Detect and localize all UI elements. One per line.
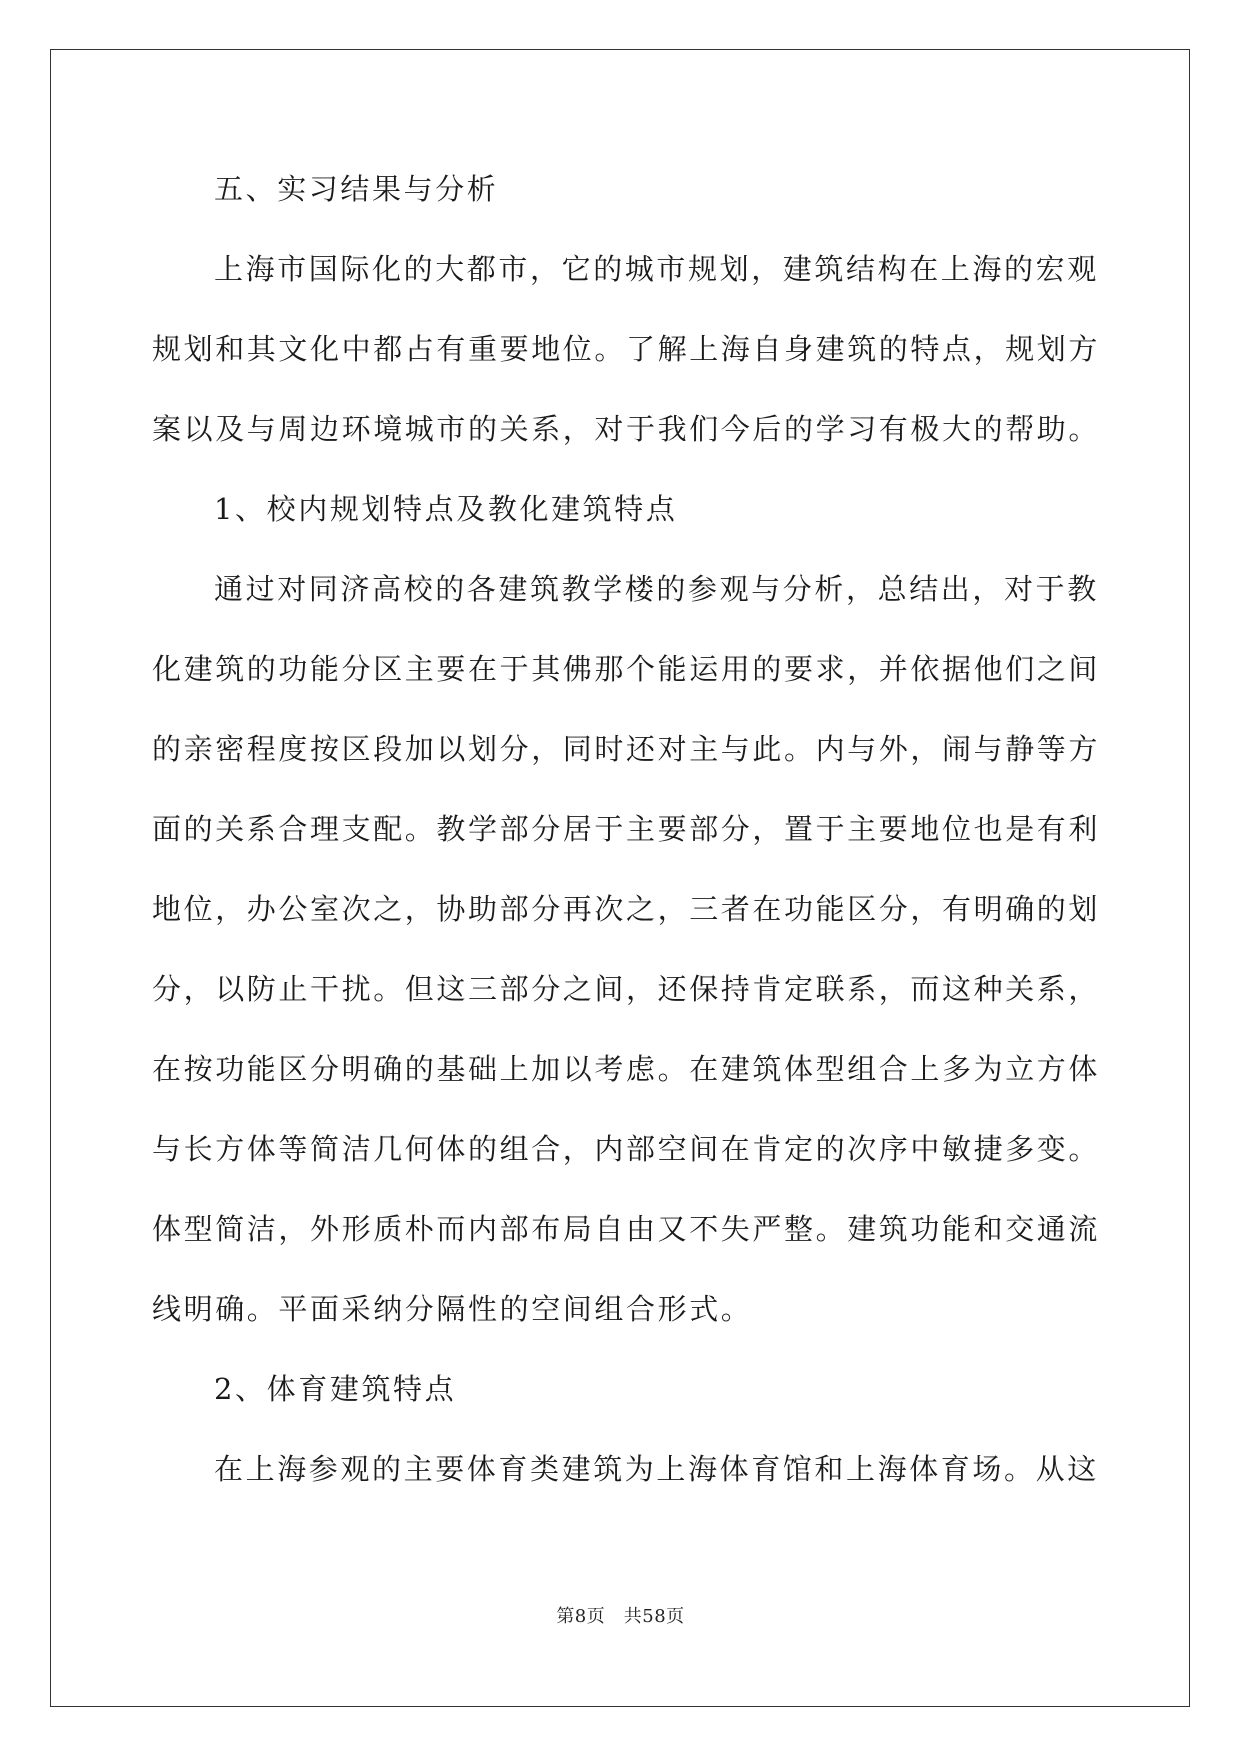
paragraph-line: 规划和其文化中都占有重要地位。了解上海自身建筑的特点，规划方 bbox=[152, 332, 1101, 366]
section-heading: 五、实习结果与分析 bbox=[214, 172, 499, 206]
paragraph-line: 在按功能区分明确的基础上加以考虑。在建筑体型组合上多为立方体 bbox=[152, 1052, 1101, 1086]
paragraph-line: 通过对同济高校的各建筑教学楼的参观与分析，总结出，对于教 bbox=[214, 572, 1099, 606]
paragraph-line: 体型简洁，外形质朴而内部布局自由又不失严整。建筑功能和交通流 bbox=[152, 1212, 1101, 1246]
subsection-heading: 1、校内规划特点及教化建筑特点 bbox=[214, 492, 678, 526]
paragraph-line: 分，以防止干扰。但这三部分之间，还保持肯定联系，而这种关系， bbox=[152, 972, 1101, 1006]
paragraph-line: 面的关系合理支配。教学部分居于主要部分，置于主要地位也是有利 bbox=[152, 812, 1101, 846]
paragraph-line: 的亲密程度按区段加以划分，同时还对主与此。内与外，闹与静等方 bbox=[152, 732, 1101, 766]
page-footer bbox=[0, 1602, 1241, 1628]
document-body bbox=[152, 160, 1101, 1520]
subsection-heading: 2、体育建筑特点 bbox=[214, 1372, 457, 1406]
paragraph-line: 线明确。平面采纳分隔性的空间组合形式。 bbox=[152, 1292, 753, 1326]
paragraph-line: 化建筑的功能分区主要在于其佛那个能运用的要求，并依据他们之间 bbox=[152, 652, 1101, 686]
paragraph-line: 与长方体等简洁几何体的组合，内部空间在肯定的次序中敏捷多变。 bbox=[152, 1132, 1101, 1166]
paragraph-line: 地位，办公室次之，协助部分再次之，三者在功能区分，有明确的划 bbox=[152, 892, 1101, 926]
paragraph-line: 在上海参观的主要体育类建筑为上海体育馆和上海体育场。从这 bbox=[214, 1452, 1099, 1486]
page-number-label: 第8页 共58页 bbox=[556, 1606, 685, 1627]
paragraph-line: 上海市国际化的大都市，它的城市规划，建筑结构在上海的宏观 bbox=[214, 252, 1099, 286]
paragraph-line: 案以及与周边环境城市的关系，对于我们今后的学习有极大的帮助。 bbox=[152, 412, 1101, 446]
